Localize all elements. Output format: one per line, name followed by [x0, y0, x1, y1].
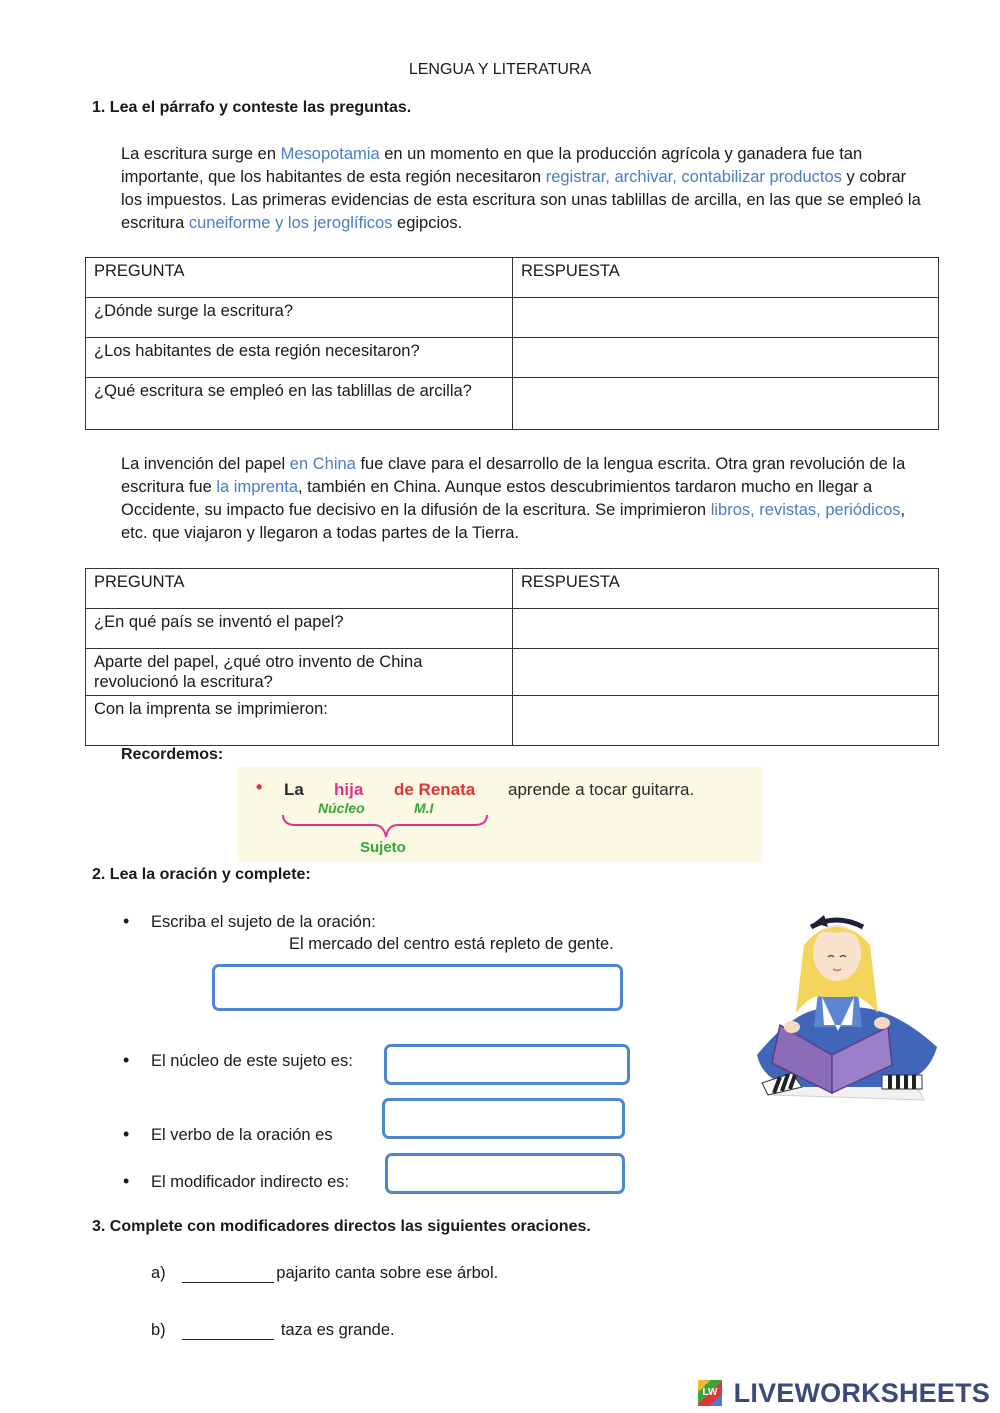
paragraph-2-text-c: , también en China. Aunque estos descubrimientos tardaron mucho en llegar a Occidente, su impacto fue decisivo en la difusión de la escritura. Se imprimieron: [121, 478, 873, 519]
table-question: ¿Qué escritura se empleó en las tablillas de arcilla?: [86, 378, 513, 430]
example-word-la: La: [284, 780, 304, 799]
paragraph-1-text-c: y cobrar los impuestos. Las primeras evidencias de esta escritura son unas tablillas de arcilla, en las que se empleó la escritura: [121, 168, 921, 232]
exercise-b-label: b): [151, 1321, 166, 1339]
paragraph-2-highlight-c: libros, revistas, periódicos: [710, 501, 901, 519]
example-word-de-renata: de Renata: [394, 780, 476, 799]
paragraph-2: [121, 453, 926, 545]
question-table-1: [85, 257, 939, 430]
label-nucleo: Núcleo: [318, 800, 365, 816]
list-bullet: •: [123, 911, 130, 931]
answer-cell[interactable]: [513, 338, 939, 378]
label-mi: M.I: [414, 800, 434, 816]
table-question: ¿Dónde surge la escritura?: [86, 298, 513, 338]
table-question: ¿En qué país se inventó el papel?: [86, 609, 513, 649]
label-sujeto: Sujeto: [360, 839, 406, 856]
exercise-a-text: pajarito canta sobre ese árbol.: [276, 1264, 499, 1282]
answer-cell[interactable]: [513, 298, 939, 338]
paragraph-1-highlight-c: cuneiforme y los jeroglíficos: [188, 214, 393, 232]
indirect-modifier-answer-input[interactable]: [385, 1153, 625, 1194]
question-table-2: [85, 568, 939, 746]
paragraph-2-highlight-a: en China: [289, 455, 356, 473]
list-bullet: •: [123, 1124, 130, 1144]
table-header-answer: RESPUESTA: [513, 569, 939, 609]
instruction-verb: El verbo de la oración es: [151, 1126, 333, 1144]
subject-answer-input[interactable]: [212, 964, 623, 1011]
liveworksheets-brand: LIVEWORKSHEETS: [733, 1378, 990, 1408]
liveworksheets-logo-icon: LW: [698, 1380, 722, 1406]
page-title: LENGUA Y LITERATURA: [408, 61, 592, 78]
list-bullet: •: [123, 1171, 130, 1191]
girl-reading-illustration: [732, 905, 940, 1105]
paragraph-2-text-b: fue clave para el desarrollo de la lengua escrita. Otra gran revolución de la escritura fue: [121, 455, 906, 496]
paragraph-1-text-b: en un momento en que la producción agrícola y ganadera fue tan importante, que los habitantes de esta región necesitaron: [121, 145, 863, 186]
answer-cell[interactable]: [513, 378, 939, 430]
exercise-a: [151, 1264, 498, 1283]
nucleus-answer-input[interactable]: [384, 1044, 630, 1085]
example-sentence: El mercado del centro está repleto de gente.: [289, 935, 614, 953]
blank-input[interactable]: [182, 1265, 274, 1283]
table-question: ¿Los habitantes de esta región necesitaron?: [86, 338, 513, 378]
verb-answer-input[interactable]: [382, 1098, 625, 1139]
paragraph-1: [121, 143, 926, 235]
section-3-heading: 3. Complete con modificadores directos las siguientes oraciones.: [92, 1218, 591, 1235]
table-question: Con la imprenta se imprimieron:: [86, 696, 513, 746]
answer-cell[interactable]: [513, 649, 939, 696]
instruction-indirect-modifier: El modificador indirecto es:: [151, 1173, 350, 1191]
table-header-answer: RESPUESTA: [513, 258, 939, 298]
paragraph-2-text-d: , etc. que viajaron y llegaron a todas partes de la Tierra.: [121, 501, 906, 542]
exercise-b: [151, 1321, 395, 1340]
list-bullet: •: [123, 1050, 130, 1070]
answer-cell[interactable]: [513, 609, 939, 649]
exercise-a-label: a): [151, 1264, 166, 1282]
paragraph-1-highlight-a: Mesopotamia: [280, 145, 380, 163]
instruction-nucleus: El núcleo de este sujeto es:: [151, 1052, 353, 1070]
exercise-b-text: taza es grande.: [276, 1321, 395, 1339]
blank-input[interactable]: [182, 1322, 274, 1340]
section-1-heading: 1. Lea el párrafo y conteste las preguntas.: [92, 99, 412, 116]
example-bullet: •: [256, 777, 263, 797]
paragraph-2-text-a: La invención del papel: [121, 455, 290, 473]
table-header-question: PREGUNTA: [86, 258, 513, 298]
table-header-question: PREGUNTA: [86, 569, 513, 609]
paragraph-2-highlight-b: la imprenta: [216, 478, 298, 496]
grammar-example-image: [238, 767, 762, 862]
paragraph-1-highlight-b: registrar, archivar, contabilizar productos: [545, 168, 842, 186]
recordemos-label: Recordemos:: [121, 746, 224, 763]
paragraph-1-text-a: La escritura surge en: [121, 145, 281, 163]
example-word-hija: hija: [334, 780, 364, 799]
answer-cell[interactable]: [513, 696, 939, 746]
table-question: Aparte del papel, ¿qué otro invento de China revolucionó la escritura?: [86, 649, 513, 696]
paragraph-1-text-d: egipcios.: [392, 214, 463, 232]
instruction-subject: Escriba el sujeto de la oración:: [151, 913, 376, 931]
section-2-heading: 2. Lea la oración y complete:: [92, 866, 311, 883]
example-predicate: aprende a tocar guitarra.: [508, 780, 695, 799]
